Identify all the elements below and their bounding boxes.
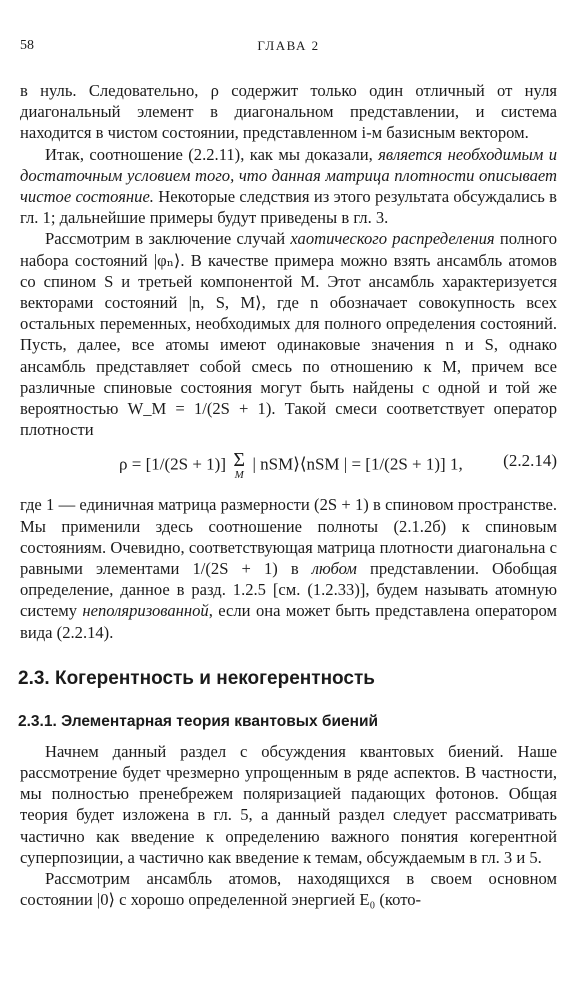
emphasis-text: любом [311, 559, 357, 579]
paragraph [20, 228, 557, 440]
paragraph: Рассмотрим ансамбль атомов, находящихся в своем основном состоянии |0⟩ с хорошо определенной энергией E₀ (кото- [20, 869, 557, 910]
paragraph: Начнем данный раздел с обсуждения квантовых биений. Наше рассмотрение будет чрезмерно упрощенным в ряде аспектов. В частности, мы полностью пренебрежем поляризацией падающих фотонов. Общая теория будет изложена в гл. 5, а данный раздел следует рассматривать частично как введение к определению важного понятия когерентной суперпозиции, а частично как введение к темам, обсуждаемым в гл. 3 и 5. [20, 741, 557, 867]
paragraph [20, 494, 557, 642]
emphasis-text: хаотического распределения [290, 229, 495, 249]
page-header [20, 38, 557, 58]
text-run: , если она может быть представлена оператором вида (2.2.14). [20, 601, 557, 642]
subsection-title: 2.3.1. Элементарная теория квантовых биений [18, 712, 379, 730]
paragraph [20, 144, 557, 229]
sum-operator [230, 450, 248, 481]
equation-2-2-14 [20, 444, 557, 488]
running-head: ГЛАВА 2 [257, 38, 320, 53]
text-run: представлении. Обобщая определение, данное в разд. 1.2.5 [см. (1.2.33)], будем называть атомную систему [20, 559, 557, 621]
text-run: Рассмотрим в заключение случай [45, 229, 291, 249]
page-number: 58 [20, 38, 34, 53]
equation-right: | nSM⟩⟨nSM | = [1/(2S + 1)] 1, [252, 454, 463, 474]
text-run: Итак, соотношение (2.2.11), как мы доказали, [45, 144, 379, 164]
text-run: Некоторые следствия из этого результата обсуждались в гл. 1; дальнейшие примеры будут приведены в гл. 3. [20, 187, 557, 228]
paragraph: в нуль. Следовательно, ρ содержит только один отличный от нуля диагональный элемент в диагональном представлении, и система находится в чистом состоянии, представленном i-м базисным вектором. [20, 81, 557, 143]
text-run: где 1 — единичная матрица размерности (2S + 1) в спиновом пространстве. Мы применили здесь соотношение полноты (2.1.2б) к спиновым состояниям. Очевидно, соответствующая матрица плотности диагональна с равными элементами 1/(2S + 1) в [20, 495, 557, 579]
emphasis-text: неполяризованной [82, 601, 209, 621]
sum-symbol: Σ [233, 449, 246, 472]
equation-left: ρ = [1/(2S + 1)] [119, 454, 226, 474]
text-run: полного набора состояний |φₙ⟩. В качестве примера можно взять ансамбль атомов со спином S и третьей компонентой M. Этот ансамбль характеризуется векторами состояний |n, S, M⟩, где n обозначает совокупность всех остальных переменных, необходимых для полного определения состояний. Пусть, далее, все атомы имеют одинаковые значения n и S, однако ансамбль представляет собой смесь по отношению к M, причем все различные спиновые состояния могут быть найдены с одной и той же вероятностью W_M = 1/(2S + 1). Такой смеси соответствует оператор плотности [20, 229, 557, 440]
section-title: 2.3. Когерентность и некогерентность [18, 667, 375, 689]
sum-index: M [234, 469, 244, 482]
page-body [20, 80, 557, 911]
equation-body [119, 450, 463, 481]
equation-number: (2.2.14) [503, 451, 557, 471]
emphasis-text: является необходимым и достаточным условием того, что данная матрица плотности описывает чистое состояние. [20, 144, 557, 207]
